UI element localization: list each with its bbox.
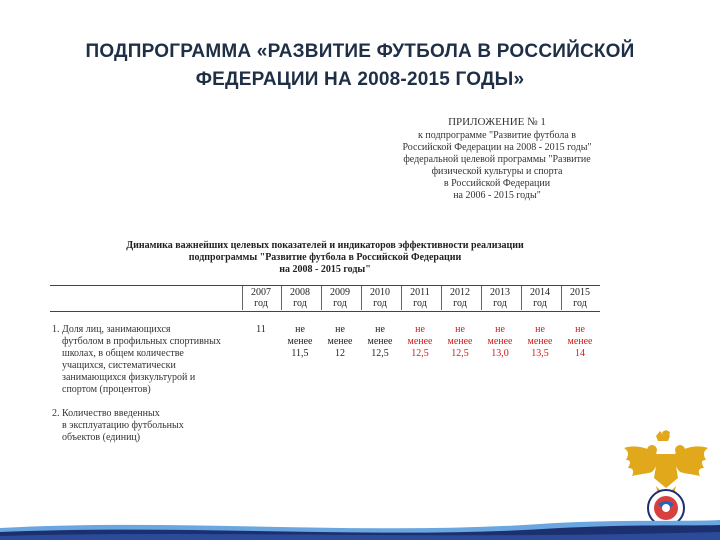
cell-line: 12,5 bbox=[371, 348, 389, 359]
column-header-2008 bbox=[285, 287, 315, 309]
cell-line: не bbox=[575, 324, 585, 335]
row-2-label-line: 2. Количество введенных bbox=[52, 408, 160, 419]
column-divider bbox=[361, 286, 362, 310]
cell-line: не bbox=[375, 324, 385, 335]
table-cell-2015 bbox=[563, 324, 597, 360]
appendix-block bbox=[392, 116, 602, 202]
caption-line: на 2008 - 2015 годы" bbox=[279, 264, 371, 275]
stripe-graphic bbox=[0, 514, 720, 540]
row-1-label-line: спортом (процентов) bbox=[62, 384, 151, 395]
row-1-label-line: занимающихся физкультурой и bbox=[62, 372, 196, 383]
appendix-line: физической культуры и спорта bbox=[431, 166, 563, 177]
row-1-label-line: 1. Доля лиц, занимающихся bbox=[52, 324, 171, 335]
cell-line: 13,0 bbox=[491, 348, 509, 359]
column-unit: год bbox=[493, 298, 507, 309]
appendix-line: к подпрограмме "Развитие футбола в bbox=[418, 130, 576, 141]
column-divider bbox=[281, 286, 282, 310]
cell-line: не bbox=[335, 324, 345, 335]
cell-line: 12,5 bbox=[451, 348, 469, 359]
cell-line: 12 bbox=[335, 348, 345, 359]
table-cell-2009 bbox=[323, 324, 357, 360]
cell-line: не bbox=[415, 324, 425, 335]
column-header-2013 bbox=[485, 287, 515, 309]
column-unit: год bbox=[293, 298, 307, 309]
caption-line: подпрограммы "Развитие футбола в Российской Федерации bbox=[188, 252, 462, 263]
column-unit: год bbox=[373, 298, 387, 309]
cell-line: не bbox=[455, 324, 465, 335]
column-year: 2008 bbox=[290, 287, 310, 298]
cell-line: менее bbox=[567, 336, 593, 347]
column-header-2014 bbox=[525, 287, 555, 309]
cell-line: менее bbox=[287, 336, 313, 347]
cell-line: менее bbox=[447, 336, 473, 347]
cell-line: 11,5 bbox=[291, 348, 309, 359]
cell-line: не bbox=[295, 324, 305, 335]
column-header-2012 bbox=[445, 287, 475, 309]
appendix-line: в Российской Федерации bbox=[443, 178, 551, 189]
column-divider bbox=[561, 286, 562, 310]
table-header-rule bbox=[50, 311, 600, 312]
table-cell-2014 bbox=[523, 324, 557, 360]
row-2-label-line: в эксплуатацию футбольных bbox=[62, 420, 184, 431]
table-cell-2012 bbox=[443, 324, 477, 360]
column-year: 2009 bbox=[330, 287, 350, 298]
column-divider bbox=[321, 286, 322, 310]
cell-line: менее bbox=[527, 336, 553, 347]
table-cell-2010 bbox=[363, 324, 397, 360]
cell-line: менее bbox=[367, 336, 393, 347]
table-cell-2007 bbox=[244, 324, 278, 360]
cell-line: 14 bbox=[575, 348, 585, 359]
column-unit: год bbox=[533, 298, 547, 309]
column-unit: год bbox=[333, 298, 347, 309]
slide-title-line-2: ФЕДЕРАЦИИ НА 2008-2015 ГОДЫ» bbox=[195, 69, 525, 90]
appendix-heading: ПРИЛОЖЕНИЕ № 1 bbox=[448, 116, 546, 128]
column-year: 2014 bbox=[530, 287, 550, 298]
column-header-2010 bbox=[365, 287, 395, 309]
table-cell-2008 bbox=[283, 324, 317, 360]
column-divider bbox=[242, 286, 243, 310]
cell-line: 12,5 bbox=[411, 348, 429, 359]
column-divider bbox=[521, 286, 522, 310]
row-1-label-line: учащихся, систематически bbox=[62, 360, 176, 371]
column-unit: год bbox=[453, 298, 467, 309]
row-1-label-line: футболом в профильных спортивных bbox=[62, 336, 221, 347]
column-header-2015 bbox=[565, 287, 595, 309]
column-unit: год bbox=[413, 298, 427, 309]
row-2-label bbox=[52, 408, 184, 444]
appendix-line: федеральной целевой программы "Развитие bbox=[403, 154, 591, 165]
table-cell-2013 bbox=[483, 324, 517, 360]
column-header-2011 bbox=[405, 287, 435, 309]
cell-line: не bbox=[495, 324, 505, 335]
column-year: 2015 bbox=[570, 287, 590, 298]
row-2-label-line: объектов (единиц) bbox=[62, 432, 141, 443]
column-divider bbox=[441, 286, 442, 310]
appendix-line: Российской Федерации на 2008 - 2015 годы" bbox=[402, 142, 592, 153]
column-unit: год bbox=[254, 298, 268, 309]
column-year: 2007 bbox=[251, 287, 271, 298]
row-1-label bbox=[52, 324, 221, 396]
caption-line: Динамика важнейших целевых показателей и индикаторов эффективности реализации bbox=[126, 240, 524, 251]
column-header-2007 bbox=[246, 287, 276, 309]
column-year: 2013 bbox=[490, 287, 510, 298]
column-year: 2010 bbox=[370, 287, 390, 298]
column-year: 2011 bbox=[410, 287, 430, 298]
cell-line: менее bbox=[327, 336, 353, 347]
column-header-2009 bbox=[325, 287, 355, 309]
slide-title bbox=[40, 38, 680, 94]
cell-line: менее bbox=[407, 336, 433, 347]
table-caption bbox=[110, 240, 540, 276]
cell-line: менее bbox=[487, 336, 513, 347]
row-1-label-line: школах, в общем количестве bbox=[62, 348, 184, 359]
column-unit: год bbox=[573, 298, 587, 309]
table-top-rule bbox=[50, 285, 600, 286]
appendix-line: на 2006 - 2015 годы" bbox=[453, 190, 541, 201]
slide-title-line-1: ПОДПРОГРАММА «РАЗВИТИЕ ФУТБОЛА В РОССИЙСКОЙ bbox=[85, 41, 635, 62]
column-year: 2012 bbox=[450, 287, 470, 298]
table-cell-2011 bbox=[403, 324, 437, 360]
cell-line bbox=[244, 336, 278, 348]
cell-line: 11 bbox=[256, 324, 266, 335]
cell-line: не bbox=[535, 324, 545, 335]
bottom-stripe bbox=[0, 514, 720, 540]
column-divider bbox=[481, 286, 482, 310]
cell-line bbox=[244, 348, 278, 360]
cell-line: 13,5 bbox=[531, 348, 549, 359]
column-divider bbox=[401, 286, 402, 310]
